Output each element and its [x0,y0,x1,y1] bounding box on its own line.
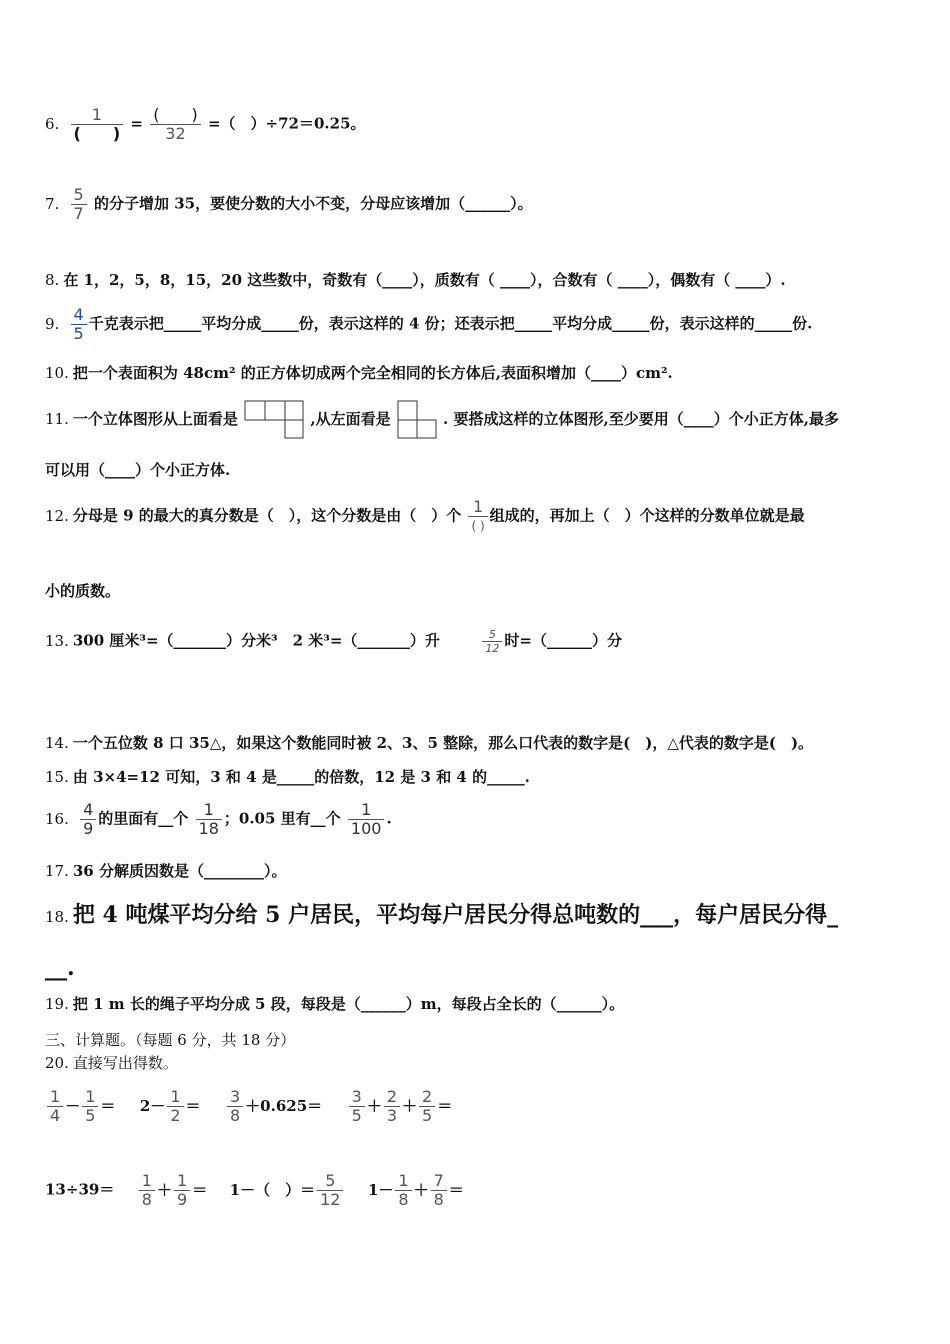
question-number: 11. [45,410,69,428]
left-view-figure [396,400,438,440]
denominator: 18 [198,819,219,838]
question-text: ；0.05 里有__个 [223,809,341,828]
question-number: 7. [45,194,60,213]
calc-item [45,1087,121,1125]
question-text: 300 厘米³=（_______）分米³ 2 米³=（_______）升 [72,631,440,650]
numerator: 1 [71,106,124,125]
equals-sign: = [130,114,143,133]
question-text: 可以用（____）个小正方体. [45,461,231,479]
question-text: 一个立体图形从上面看是 [72,410,238,428]
question-14 [45,733,813,753]
expression-text: 1－ [367,1180,394,1199]
denominator: ( ) [73,124,121,143]
top-view-figure [243,400,305,440]
expression-text: 13÷39＝ [45,1180,115,1199]
question-number: 12. [45,506,69,525]
denominator: 8 [229,1106,241,1125]
question-text: 直接写出得数。 [72,1054,178,1072]
denominator: 2 [170,1106,181,1125]
equals-sign: ＝ [192,1180,208,1199]
question-9 [45,306,812,343]
denominator: ( ) [471,519,485,533]
fraction [80,801,96,838]
fraction [196,801,222,838]
numerator: 2 [419,1088,435,1107]
numerator: 1 [468,498,487,517]
calc-item [45,1181,120,1199]
question-19 [45,994,624,1014]
question-number: 20. [45,1054,69,1072]
operator: ＋ [413,1180,429,1199]
question-text: 由 3×4=12 可知，3 和 4 是_____的倍数，12 是 3 和 4 的_____. [72,768,530,786]
question-18 [45,902,839,928]
calc-row-2 [45,1172,464,1209]
denominator: 5 [351,1106,362,1125]
denominator: 12 [320,1190,341,1209]
question-text: . [386,809,392,828]
equals-sign: ＝ [437,1096,453,1115]
denominator: 9 [83,819,94,838]
denominator: 8 [398,1190,409,1209]
fraction [150,106,201,143]
denominator: 32 [165,124,186,143]
numerator: 1 [47,1088,63,1107]
fraction [419,1088,435,1125]
calc-item [139,1087,206,1125]
fraction [167,1088,183,1125]
operator: ＋ [156,1180,172,1199]
question-text: ,从左面看是 [310,410,391,428]
question-number: 10. [45,364,69,382]
calc-item [137,1171,213,1209]
numerator: 2 [384,1088,400,1107]
equals-sign: ＝ [185,1096,201,1115]
question-text: 把 1 m 长的绳子平均分成 5 段，每段是（______）m，每段占全长的（______）。 [72,995,625,1013]
denominator: 8 [433,1190,444,1209]
numerator: 3 [227,1088,243,1107]
question-11-continued [45,460,230,480]
question-6 [45,106,366,143]
question-11 [45,400,839,440]
question-8 [45,270,786,290]
denominator: 5 [85,1106,96,1125]
question-text: 的里面有__个 [98,809,189,828]
numerator: 1 [139,1172,155,1191]
question-18-continued [45,955,75,981]
question-17 [45,861,286,881]
equals-sign: ＝ [448,1180,464,1199]
calc-item [367,1171,464,1209]
fraction [349,1088,365,1125]
calc-row-1 [45,1088,452,1125]
numerator: 5 [482,628,502,642]
question-text: 把 4 吨煤平均分给 5 户居民，平均每户居民分得总吨数的___，每户居民分得_ [72,902,839,928]
question-text: =（ ）÷72＝0.25。 [207,114,366,133]
numerator: 1 [167,1088,183,1107]
operator: ＋ [402,1096,418,1115]
fraction [71,306,87,343]
question-text: 36 分解质因数是（________）。 [72,862,287,880]
question-text: 千克表示把_____平均分成_____份，表示这样的 4 份；还表示把_____平均分成_____份，表示这样的_____份. [88,314,813,333]
question-13 [45,628,622,655]
denominator: 3 [386,1106,398,1125]
operator: ＋ [366,1096,382,1115]
numerator: 1 [174,1172,190,1191]
fraction [348,801,385,838]
question-12 [45,498,805,535]
section-heading: 三、计算题。（每题 6 分，共 18 分） [45,1031,296,1049]
question-text: 组成的，再加上（ ）个这样的分数单位就是最 [489,506,805,525]
denominator: 4 [50,1106,61,1125]
fraction [482,628,502,655]
numerator: 5 [317,1172,343,1191]
expression-text: 2－ [139,1096,166,1115]
numerator: 5 [71,186,87,205]
question-text: 分母是 9 的最大的真分数是（ ），这个分数是由（ ）个 [72,506,462,525]
denominator: 7 [73,204,84,223]
numerator: 3 [349,1088,365,1107]
numerator: ( ) [150,106,201,125]
question-text: 时=（______）分 [504,631,622,650]
denominator: 5 [422,1106,433,1125]
question-16 [45,801,392,838]
question-text: 把一个表面积为 48cm² 的正方体切成两个完全相同的长方体后,表面积增加（____）cm². [72,364,673,382]
question-15 [45,767,530,787]
numerator: 1 [82,1088,98,1107]
numerator: 1 [348,801,385,820]
calc-item [225,1087,327,1125]
fraction [82,1088,98,1125]
numerator: 1 [395,1172,411,1191]
denominator: 9 [177,1190,188,1209]
fraction [227,1088,243,1125]
fraction [468,498,487,535]
question-number: 15. [45,768,69,786]
fraction [431,1172,447,1209]
question-text: . 要搭成这样的立体图形,至少要用（____）个小正方体,最多 [443,410,839,428]
denominator: 5 [73,324,84,343]
fraction [395,1172,411,1209]
denominator: 100 [350,819,382,838]
equals-sign: ＝ [100,1096,116,1115]
fraction [71,106,124,143]
question-number: 13. [45,631,69,650]
denominator: 12 [485,642,500,655]
operator: － [65,1096,81,1115]
question-number: 8. [45,271,60,289]
question-number: 6. [45,114,60,133]
fraction [139,1172,155,1209]
question-10 [45,363,673,383]
question-7 [45,186,533,223]
fraction [317,1172,343,1209]
question-text: 一个五位数 8 口 35△，如果这个数能同时被 2、3、5 整除，那么口代表的数字是( )，△代表的数字是( )。 [72,734,814,752]
denominator: 8 [141,1190,152,1209]
fraction [384,1088,400,1125]
numerator: 4 [80,801,96,820]
fraction [71,186,87,223]
question-text: 在 1，2，5，8，15，20 这些数中，奇数有（____），质数有（ ____），合数有（ ____），偶数有（ ____）. [63,271,786,289]
expression-text: ＋0.625＝ [245,1096,323,1115]
numerator: 7 [431,1172,447,1191]
fraction [174,1172,190,1209]
fraction [47,1088,63,1125]
numerator: 4 [71,306,87,325]
question-number: 16. [45,809,69,828]
question-number: 18. [45,908,69,926]
question-text: 的分子增加 35，要使分数的大小不变，分母应该增加（______）。 [93,194,533,213]
calc-item [347,1087,453,1125]
question-number: 9. [45,314,60,333]
question-number: 17. [45,862,69,880]
question-number: 14. [45,734,69,752]
question-12-continued [45,581,120,601]
expression-text: 1－（ ）＝ [229,1180,316,1199]
question-number: 19. [45,995,69,1013]
numerator: 1 [196,801,222,820]
question-text: __. [45,955,75,981]
question-text: 小的质数。 [45,582,121,600]
calc-item [229,1171,351,1209]
question-20 [45,1053,178,1073]
